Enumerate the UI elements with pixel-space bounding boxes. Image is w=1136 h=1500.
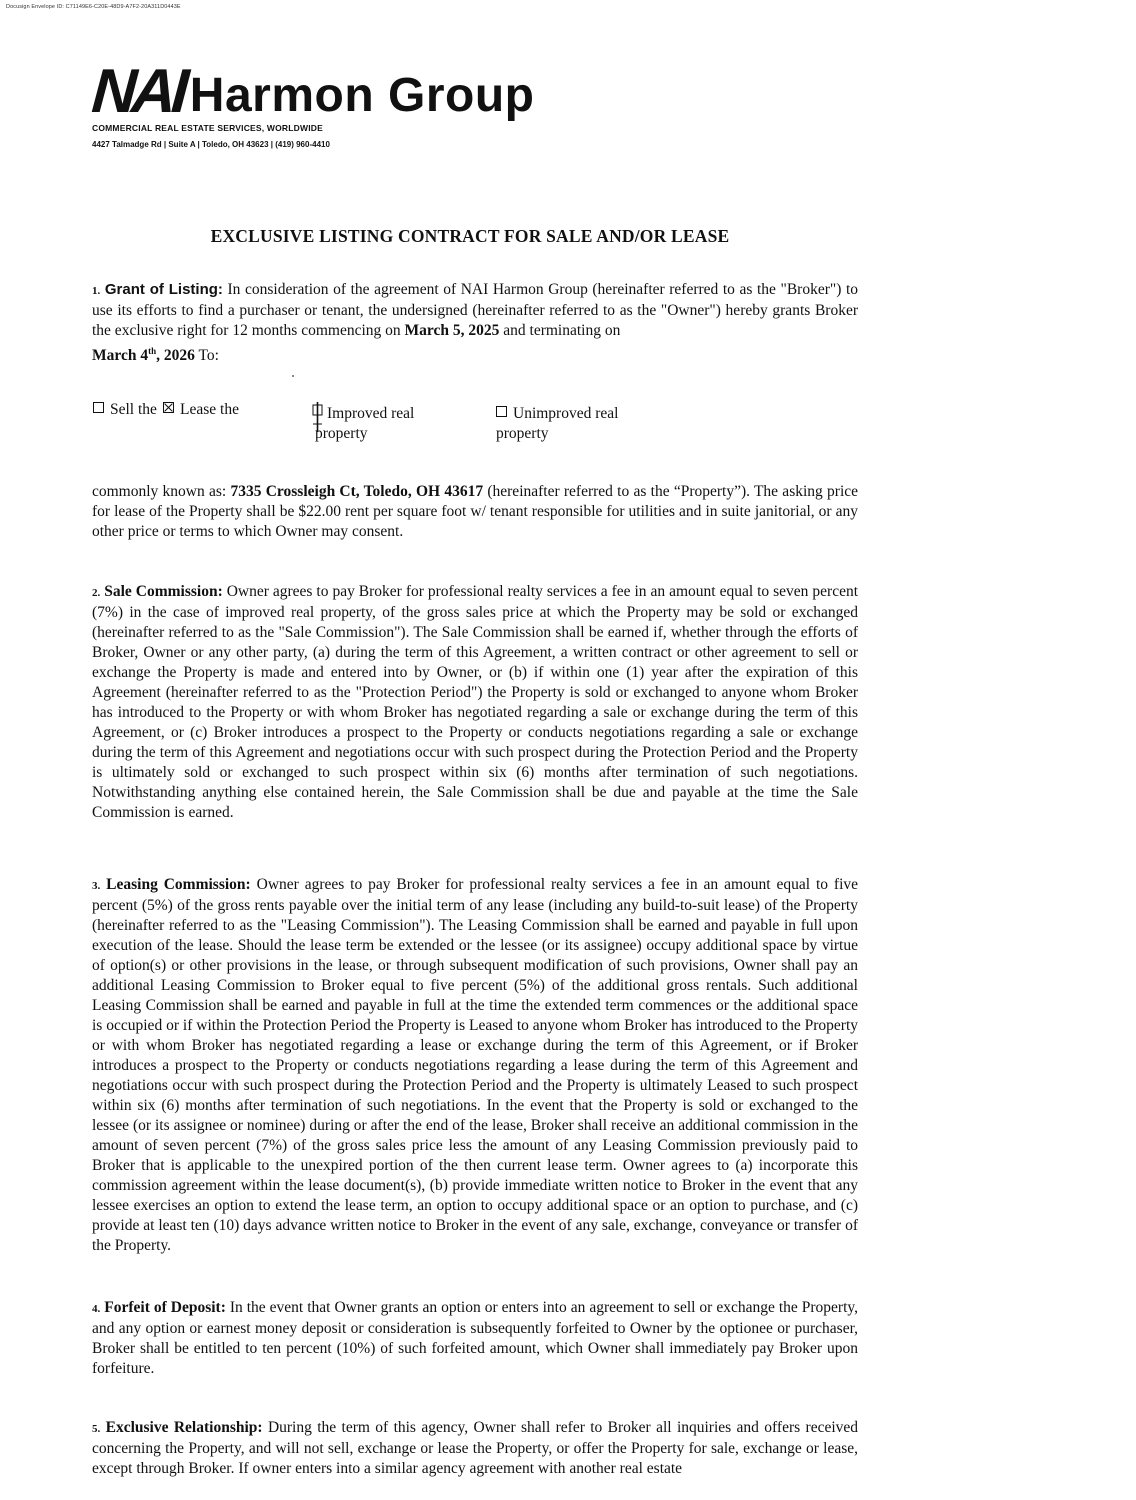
section-sale-commission xyxy=(92,582,858,823)
option-lease-label: Lease the xyxy=(180,401,239,418)
checkbox-unimproved[interactable] xyxy=(496,406,507,417)
section-exclusive-relationship xyxy=(92,1418,858,1479)
logo-text: Harmon Group xyxy=(189,69,535,122)
option-unimproved-label-line2: property xyxy=(496,425,549,442)
option-improved-label-line1: Improved real xyxy=(327,405,415,422)
section-text: In consideration of the agreement of NAI Harmon Group (hereinafter referred to as the "Broker") to use its efforts to find a purchaser or tenant, the undersigned (hereinafter referred to as the "Owner") hereby grants Broker the exclusive right for 12 months commencing on xyxy=(92,281,859,339)
option-sell[interactable] xyxy=(93,400,157,420)
listing-options xyxy=(93,400,853,460)
option-lease[interactable] xyxy=(163,400,239,420)
section-leasing-commission xyxy=(92,875,858,1256)
property-address: 7335 Crossleigh Ct, Toledo, OH 43617 xyxy=(230,483,484,500)
company-address: 4427 Talmadge Rd | Suite A | Toledo, OH 43623 | (419) 960-4410 xyxy=(92,140,330,149)
section-heading: Exclusive Relationship: xyxy=(105,1419,263,1436)
logo-mark: NAI xyxy=(89,57,187,126)
section-text: To: xyxy=(194,347,219,365)
checkbox-lease-checked[interactable] xyxy=(163,402,174,413)
section-text: Owner agrees to pay Broker for professional realty services a fee in an amount equal to seven percent (7%) in the case of improved real property, of the gross sales price at which the Property may be sold or exchanged (hereinafter referred to as the "Sale Commission"). The Sale Commission shall be earned if, whether through the efforts of Broker, Owner or any other party, (a) during the term of this Agreement, a written contract or other agreement to sell or exchange the Property is made and entered into by Owner, or (b) if within one (1) year after the expiration of this Agreement (hereinafter referred to as the "Protection Period") the Property is sold or exchanged to anyone whom Broker has introduced to the Property or with whom Broker has negotiated regarding a sale or exchange during the term of this Agreement, or (c) Broker introduces a prospect to the Property or conducts negotiations regarding a sale or exchange during the term of this Agreement and negotiations occur with such prospect during the Protection Period and the Property is ultimately sold or exchanged to such prospect within six (6) months after termination of such negotiations. Notwithstanding anything else contained herein, the Sale Commission shall be due and payable at the time the Sale Commission is earned. xyxy=(92,583,859,821)
option-unimproved-real-property[interactable] xyxy=(496,404,618,444)
option-unimproved-label-line1: Unimproved real xyxy=(513,405,619,422)
section-number: 2. xyxy=(92,587,101,599)
section-heading: Leasing Commission: xyxy=(106,876,251,893)
section-forfeit-of-deposit xyxy=(92,1298,858,1379)
section-text: Owner agrees to pay Broker for professional realty services a fee in an amount equal to five percent (5%) of the gross rents payable over the initial term of any lease (including any build-to-suit lease) of the Property (hereinafter referred to as the "Leasing Commission"). The Leasing Commission shall be earned and payable in full upon execution of the lease. Should the lease term be extended or the lessee (or its assignee) occupy additional space by virtue of option(s) or other provisions in the lease, or through subsequent modification of such provisions, Owner shall pay an additional Leasing Commission to Broker equal to five percent (5%) of the additional gross rentals. Such additional Leasing Commission shall be earned and payable in full at the time the extended term commences or the additional space is occupied or if within the Protection Period the Property is Leased to anyone whom Broker has introduced to the Property or with whom Broker has negotiated regarding a lease or exchange during the term of this Agreement, or if Broker introduces a prospect to the Property or conducts negotiations regarding a lease during the term of this Agreement and negotiations occur with such prospect during the Protection Period and the Property is ultimately Leased to such prospect within six (6) months after termination of such negotiations. In the event that the Property is sold or exchanged to the lessee (or its assignee or nominee) during or after the end of the lease, Broker shall receive an additional commission in the amount of seven percent (7%) of the gross sales price less the amount of any Leasing Commission previously paid to Broker that is applicable to the unexpired portion of the then current lease term. Owner agrees to (a) incorporate this commission agreement within the lease document(s), (b) provide immediate written notice to Broker in the event that any lessee exercises an option to extend the lease term, an option to occupy additional space or an option to purchase, and (c) provide at least ten (10) days advance written notice to Broker in the event of any sale, exchange, conveyance or transfer of the Property. xyxy=(92,876,859,1254)
section-number: 5. xyxy=(92,1423,101,1435)
scan-speck xyxy=(292,375,294,377)
envelope-id: Docusign Envelope ID: C71149E6-C20E-48D9-A7F2-20A311D0443E xyxy=(6,4,181,10)
section-heading: Forfeit of Deposit: xyxy=(104,1299,226,1316)
document-title: EXCLUSIVE LISTING CONTRACT FOR SALE AND/OR LEASE xyxy=(210,226,730,246)
end-date: March 4th, 2026 xyxy=(92,346,195,365)
option-improved-label-line2: property xyxy=(315,425,368,442)
start-date: March 5, 2025 xyxy=(404,322,500,339)
section-number: 4. xyxy=(92,1303,101,1315)
section-text: During the term of this agency, Owner shall refer to Broker all inquiries and offers received concerning the Property, and will not sell, exchange or lease the Property, or offer the Property for sale, exchange or lease, except through Broker. If owner enters into a similar agency agreement with another real estate xyxy=(92,1419,859,1477)
section-text: In the event that Owner grants an option or enters into an agreement to sell or exchange the Property, and any option or earnest money deposit or consideration is subsequently forfeited to Owner by the optionee or purchaser, Broker shall be entitled to ten percent (10%) of such forfeited amount, which Owner shall immediately pay Broker upon forfeiture. xyxy=(92,1299,859,1377)
section-number: 1. xyxy=(92,285,101,297)
property-terms: (hereinafter referred to as the “Property”). The asking price for lease of the Property shall be $22.00 rent per square foot w/ tenant responsible for utilities and in suite janitorial, or any other price or terms to which Owner may consent. xyxy=(92,483,859,540)
section-number: 3. xyxy=(92,880,101,892)
option-sell-label: Sell the xyxy=(110,401,157,418)
end-date-suffix: th xyxy=(148,346,157,356)
section-heading: Grant of Listing: xyxy=(104,281,223,298)
section-grant-of-listing xyxy=(92,280,858,366)
section-heading: Sale Commission: xyxy=(104,583,223,600)
company-logo xyxy=(89,56,535,126)
company-tagline: COMMERCIAL REAL ESTATE SERVICES, WORLDWIDE xyxy=(92,123,323,133)
option-improved-real-property[interactable] xyxy=(311,404,414,444)
section-text: and terminating on xyxy=(499,322,621,339)
checkbox-sell[interactable] xyxy=(93,402,104,413)
property-intro: commonly known as: xyxy=(92,483,231,500)
property-description xyxy=(92,482,858,542)
